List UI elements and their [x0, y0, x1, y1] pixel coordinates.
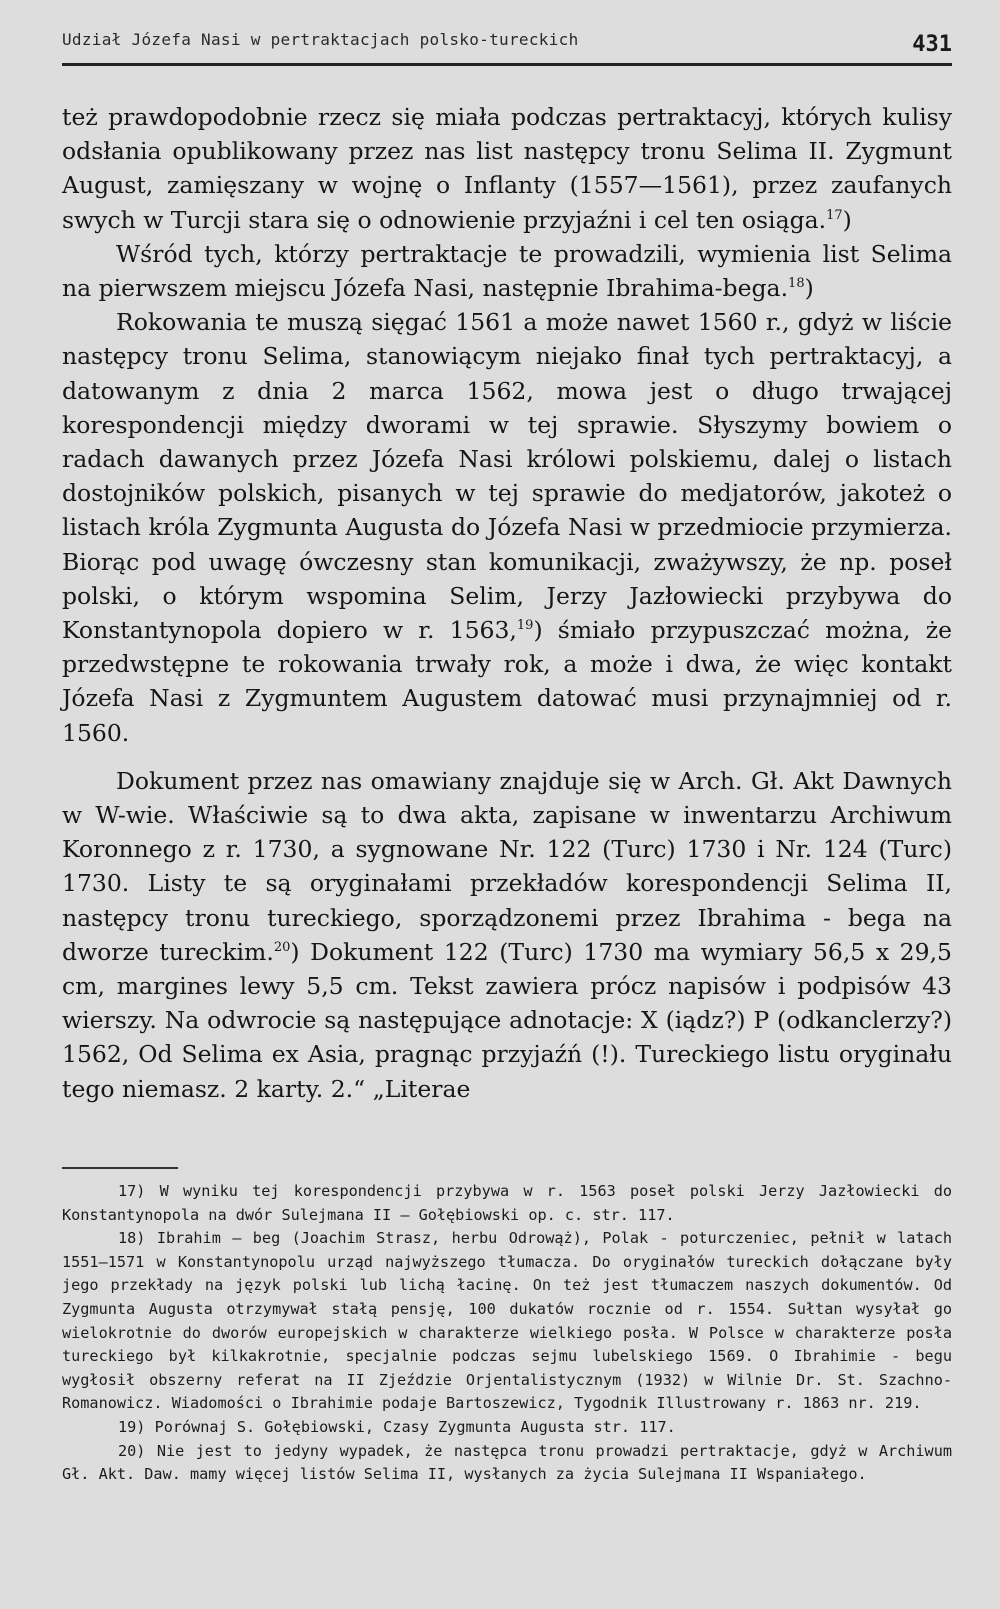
paragraph-1-text: też prawdopodobnie rzecz się miała podczas pertraktacyj, których kulisy odsłania opublikowany przez nas list następcy tronu Selima II. Zygmunt August, zamięszany w wojnę o Inflanty (1557—1561), przez zaufanych swych w Turcji stara się o odnowienie przyjaźni i cel ten osiąga. — [62, 103, 952, 234]
paragraph-2-text: Wśród tych, którzy pertraktacje te prowadzili, wymienia list Selima na pierwszem miejscu Józefa Nasi, następnie Ibrahima-bega. — [62, 239, 952, 303]
paragraph-2 — [62, 237, 952, 305]
running-head — [62, 28, 952, 60]
footnote-19: 19) Porównaj S. Gołębiowski, Czasy Zygmunta Augusta str. 117. — [118, 1417, 676, 1436]
footnote-18: 18) Ibrahim — beg (Joachim Strasz, herbu Odrowąż), Polak - poturczeniec, pełnił w latach 1551—1571 w Konstantynopolu urząd najwyższego tłumacza. Do oryginałów tureckich dołączane były jego przekłady na język polski lub lichą łacinę. On też jest tłumaczem naszych dokumentów. Od Zygmunta Augusta otrzymywał stałą pensję, 100 dukatów rocznie od r. 1554. Sułtan wysyłał go wielokrotnie do dworów europejskich w charakterze wielkiego posła. W Polsce w charakterze posła tureckiego był kilkakrotnie, specjalnie podczas sejmu lubelskiego 1569. O Ibrahimie - begu wygłosił obszerny referat na II Zjeździe Orjentalistycznym (1932) w Wilnie Dr. St. Szachno-Romanowicz. Wiadomości o Ibrahimie podaje Bartoszewicz, Tygodnik Illustrowany r. 1863 nr. 219. — [62, 1229, 952, 1413]
footnote-rule — [62, 1167, 178, 1169]
paragraph-2-end: ) — [804, 274, 814, 303]
footnote-ref-18: 18 — [788, 276, 805, 292]
paragraph-4-text: Dokument przez nas omawiany znajduje się w Arch. Gł. Akt Dawnych w W-wie. Właściwie są to dwa akta, zapisane w inwentarzu Archiwum Koronnego z r. 1730, a sygnowane Nr. 122 (Turc) 1730 i Nr. 124 (Turc) 1730. Listy te są oryginałami przekładów korespondencji Selima II, następcy tronu tureckiego, sporządzonemi przez Ibrahima - bega na dworze tureckim. — [62, 766, 952, 966]
paragraph-1-end: ) — [842, 205, 852, 234]
footnote-ref-17: 17 — [826, 207, 843, 223]
paragraph-1 — [62, 100, 952, 237]
footnote-ref-19: 19 — [516, 618, 534, 634]
paragraph-4-end: ) Dokument 122 (Turc) 1730 ma wymiary 56,5 x 29,5 cm, margines lewy 5,5 cm. Tekst zawiera prócz napisów i podpisów 43 wierszy. Na odwrocie są następujące adnotacje: X (iądz?) P (odkanclerzy?) 1562, Od Selima ex Asia, pragnąc przyjaźń (!). Tureckiego listu oryginału tego niemasz. 2 karty. 2.“ „Literae — [62, 937, 952, 1103]
paragraph-4 — [62, 764, 952, 1106]
paragraph-3 — [62, 305, 952, 750]
page-number: 431 — [912, 32, 952, 57]
footnote-20: 20) Nie jest to jedyny wypadek, że następca tronu prowadzi pertraktacje, gdyż w Archiwum Gł. Akt. Daw. mamy więcej listów Selima II, wysłanych za życia Sulejmana II Wspaniałego. — [62, 1441, 952, 1484]
footnotes — [62, 1180, 952, 1487]
main-text — [62, 100, 952, 1106]
footnote-17: 17) W wyniku tej korespondencji przybywa w r. 1563 poseł polski Jerzy Jazłowiecki do Konstantynopola na dwór Sulejmana II — Gołębiowski op. c. str. 117. — [62, 1182, 952, 1224]
header-rule — [62, 63, 952, 66]
running-title: Udział Józefa Nasi w pertraktacjach polsko-tureckich — [62, 30, 579, 49]
footnote-ref-20: 20 — [273, 939, 291, 955]
paragraph-3-text: Rokowania te muszą sięgać 1561 a może nawet 1560 r., gdyż w liście następcy tronu Selima, stanowiącym niejako finał tych pertraktacyj, a datowanym z dnia 2 marca 1562, mowa jest o długo trwającej korespondencji między dworami w tej sprawie. Słyszymy bowiem o radach dawanych przez Józefa Nasi królowi polskiemu, dalej o listach dostojników polskich, pisanych w tej sprawie do medjatorów, jakoteż o listach króla Zygmunta Augusta do Józefa Nasi w przedmiocie przymierza. Biorąc pod uwagę ówczesny stan komunikacji, zważywszy, że np. poseł polski, o którym wspomina Selim, Jerzy Jazłowiecki przybywa do Konstantynopola dopiero w r. 1563, — [62, 308, 952, 645]
paragraph-3-end: ) śmiało przypuszczać można, że przedwstępne te rokowania trwały rok, a może i dwa, że więc kontakt Józefa Nasi z Zygmuntem Augustem datować musi przynajmniej od r. 1560. — [62, 616, 953, 747]
